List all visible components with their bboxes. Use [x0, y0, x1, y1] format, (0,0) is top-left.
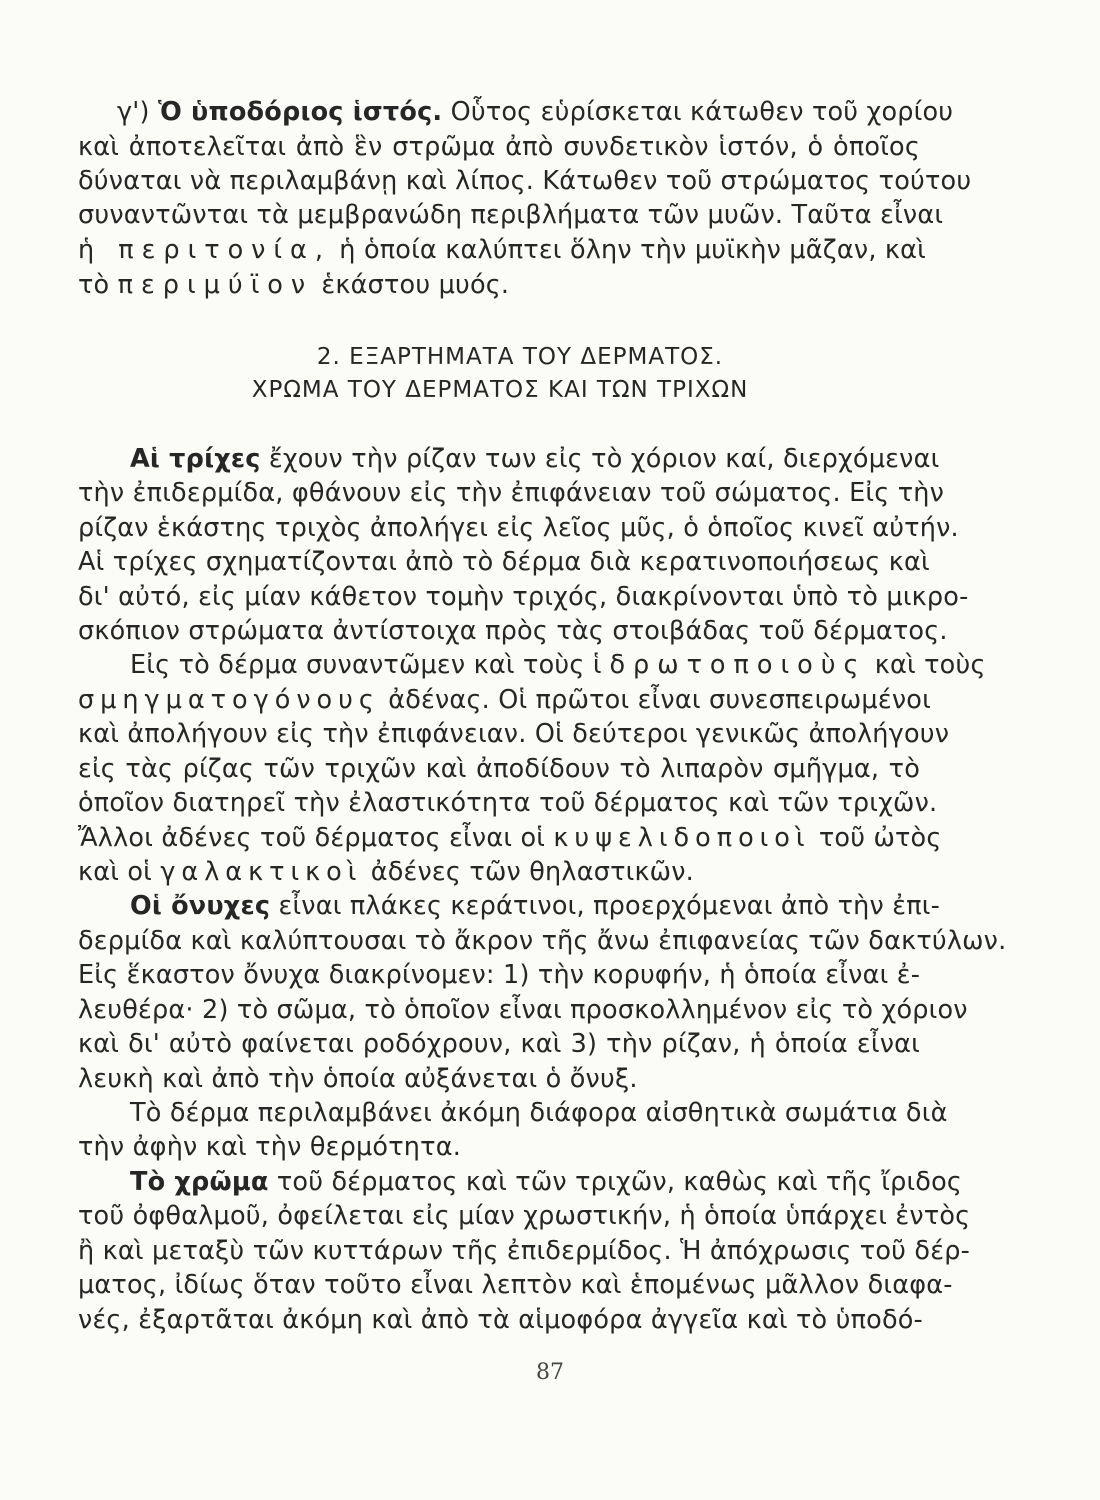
text-line: Ἄλλοι ἀδένες τοῦ δέρματος εἶναι οἱ κυψελιδοποιοὶ τοῦ ὠτὸς [78, 823, 942, 853]
term-nails: Οἱ ὄνυχες [130, 891, 271, 921]
section-heading: 2. ΕΞΑΡΤΗΜΑΤΑ ΤΟΥ ΔΕΡΜΑΤΟΣ. [316, 344, 724, 370]
text-line: σμηγματογόνους ἀδένας. Οἱ πρῶτοι εἶναι συνεσπειρωμένοι [78, 685, 931, 715]
text-line: ὁποῖον διατηρεῖ τὴν ἐλαστικότητα τοῦ δέρματος καὶ τῶν τριχῶν. [78, 788, 938, 818]
text-line: καὶ ἀπολήγουν εἰς τὴν ἐπιφάνειαν. Οἱ δεύτεροι γενικῶς ἀπολήγουν [78, 719, 950, 749]
spaced-term: περιμύϊον [117, 270, 314, 300]
text-line: ἢ καὶ μεταξὺ τῶν κυττάρων τῆς ἐπιδερμίδος. Ἡ ἀπόχρωσις τοῦ δέρ- [78, 1236, 970, 1266]
text-line: Τὸ χρῶμα τοῦ δέρματος καὶ τῶν τριχῶν, καθὼς καὶ τῆς ἴριδος [130, 1167, 963, 1197]
text-line: Οἱ ὄνυχες εἶναι πλάκες κεράτινοι, προερχόμεναι ἀπὸ τὴν ἐπι- [130, 891, 941, 921]
term-hair: Αἱ τρίχες [130, 444, 261, 474]
text-line: τοῦ ὀφθαλμοῦ, ὀφείλεται εἰς μίαν χρωστικήν, ἡ ὁποία ὑπάρχει ἐντὸς [78, 1201, 971, 1231]
text-line: δύναται νὰ περιλαμβάνῃ καὶ λίπος. Κάτωθεν τοῦ στρώματος τούτου [78, 166, 972, 196]
text-line: Αἱ τρίχες σχηματίζονται ἀπὸ τὸ δέρμα διὰ κερατινοποιήσεως καὶ [78, 547, 930, 577]
text-line: ρίζαν ἑκάστης τριχὸς ἀπολήγει εἰς λεῖος μῦς, ὁ ὁποῖος κινεῖ αὐτήν. [78, 513, 959, 543]
text-line: λευκὴ καὶ ἀπὸ τὴν ὁποία αὐξάνεται ὁ ὄνυξ. [78, 1064, 638, 1094]
term-subcutaneous-tissue: Ὁ ὑποδόριος ἱστός. [157, 97, 443, 127]
text-line: συναντῶνται τὰ μεμβρανώδη περιβλήματα τῶν μυῶν. Ταῦτα εἶναι [78, 200, 944, 230]
section-subheading: ΧΡΩΜΑ ΤΟΥ ΔΕΡΜΑΤΟΣ ΚΑΙ ΤΩΝ ΤΡΙΧΩΝ [251, 377, 749, 403]
text-line: δερμίδα καὶ καλύπτουσαι τὸ ἄκρον τῆς ἄνω ἐπιφανείας τῶν δακτύλων. [78, 926, 1007, 956]
spaced-term: κυψελιδοποιοὶ [553, 823, 811, 853]
spaced-term: ἡ περιτονία, [78, 235, 331, 265]
text-line: ἡ περιτονία, ἡ ὁποία καλύπτει ὅλην τὴν μυϊκὴν μᾶζαν, καὶ [78, 235, 926, 265]
text-line: καὶ ἀποτελεῖται ἀπὸ ἓν στρῶμα ἀπὸ συνδετικὸν ἱστόν, ὁ ὁποῖος [78, 132, 920, 162]
spaced-term: ἱδρωτοποιοὺς [592, 650, 867, 680]
page-number: 87 [536, 1360, 564, 1385]
text-line: Αἱ τρίχες ἔχουν τὴν ρίζαν των εἰς τὸ χόριον καί, διερχόμεναι [130, 444, 940, 474]
text-line: Εἰς τὸ δέρμα συναντῶμεν καὶ τοὺς ἱδρωτοποιοὺς καὶ τοὺς [130, 650, 986, 680]
text-line: δι' αὐτό, εἰς μίαν κάθετον τομὴν τριχός, διακρίνονται ὑπὸ τὸ μικρο- [78, 582, 969, 612]
text-line: γ') Ὁ ὑποδόριος ἱστός. Οὗτος εὑρίσκεται κάτωθεν τοῦ χορίου [117, 97, 954, 127]
text-line: τὸ περιμύϊον ἑκάστου μυός. [78, 270, 510, 300]
text-line: καὶ οἱ γαλακτικοὶ ἀδένες τῶν θηλαστικῶν. [78, 857, 694, 887]
spaced-term: γαλακτικοὶ [160, 857, 363, 887]
term-color: Τὸ χρῶμα [130, 1167, 269, 1197]
spaced-term: σμηγματογόνους [78, 685, 380, 715]
text-line: καὶ δι' αὐτὸ φαίνεται ροδόχρουν, καὶ 3) τὴν ρίζαν, ἡ ὁποία εἶναι [78, 1029, 920, 1059]
text-line: τὴν ἐπιδερμίδα, φθάνουν εἰς τὴν ἐπιφάνειαν τοῦ σώματος. Εἰς τὴν [78, 478, 945, 508]
text-line: νές, ἐξαρτᾶται ἀκόμη καὶ ἀπὸ τὰ αἱμοφόρα ἀγγεῖα καὶ τὸ ὑποδό- [78, 1305, 923, 1335]
text-line: τὴν ἀφὴν καὶ τὴν θερμότητα. [78, 1132, 462, 1162]
text-line: Εἰς ἕκαστον ὄνυχα διακρίνομεν: 1) τὴν κορυφήν, ἡ ὁποία εἶναι ἐ- [78, 960, 921, 990]
text-line: εἰς τὰς ρίζας τῶν τριχῶν καὶ ἀποδίδουν τὸ λιπαρὸν σμῆγμα, τὸ [78, 754, 920, 784]
text-line: Τὸ δέρμα περιλαμβάνει ἀκόμη διάφορα αἰσθητικὰ σωμάτια διὰ [130, 1098, 948, 1128]
text-line: σκόπιον στρώματα ἀντίστοιχα πρὸς τὰς στοιβάδας τοῦ δέρματος. [78, 616, 948, 646]
text-line: λευθέρα· 2) τὸ σῶμα, τὸ ὁποῖον εἶναι προσκολλημένον εἰς τὸ χόριον [78, 995, 968, 1025]
text-line: ματος, ἰδίως ὅταν τοῦτο εἶναι λεπτὸν καὶ ἑπομένως μᾶλλον διαφα- [78, 1270, 953, 1300]
